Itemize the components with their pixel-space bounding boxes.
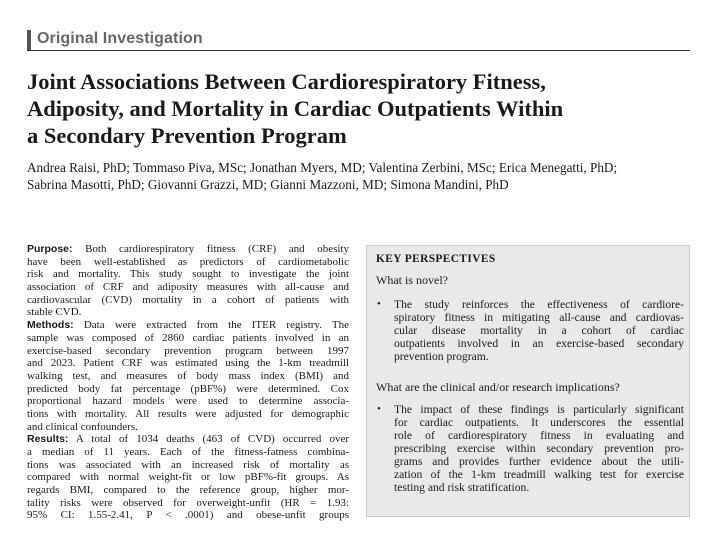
abstract-line: exercise-based secondary prevention program between 1997: [27, 344, 349, 357]
kp-bullet-line: grams and provides further evidence about the utili-: [394, 455, 684, 469]
article-title-line: a Secondary Prevention Program: [27, 123, 347, 148]
section-label-bar: [27, 30, 31, 50]
kp-bullet-line: zation of the 1-km treadmill walking test for exercise: [394, 468, 684, 482]
abstract-line: proportional hazard models were used to determine associa-: [27, 395, 349, 408]
kp-bullet-line: spiratory fitness in mitigating all-cause and cardiovas-: [394, 311, 684, 325]
abstract-line: stable CVD.: [27, 306, 82, 319]
abstract-text: Data were extracted from the ITER registry. The: [83, 319, 349, 332]
abstract-line: predicted body fat percentage (pBF%) were determined. Cox: [27, 382, 349, 395]
abstract-line: association of CRF and adiposity measures with all-cause and: [27, 281, 349, 294]
kp-question-novel: What is novel?: [376, 273, 448, 287]
article-title-line: Joint Associations Between Cardiorespiratory Fitness,: [27, 69, 546, 94]
kp-bullet-implications: [376, 403, 684, 495]
kp-bullet-novel: [376, 298, 684, 363]
bullet-icon: •: [377, 402, 381, 415]
article-title-line: Adiposity, and Mortality in Cardiac Outpatients Within: [27, 96, 564, 121]
kp-bullet-line: prescribing exercise within secondary prevention pro-: [394, 441, 684, 455]
kp-question-implications: What are the clinical and/or research implications?: [376, 379, 620, 394]
abstract: [27, 243, 349, 522]
abstract-line: tions was associated with an increased risk of mortality as: [27, 458, 349, 471]
key-perspectives-content: [376, 253, 684, 494]
abstract-line: [27, 319, 349, 332]
results-heading: Results:: [27, 433, 69, 446]
abstract-line: 95% CI: 1.55-2.41, P < .0001) and obese-unfit groups: [27, 509, 349, 522]
abstract-text: Both cardiorespiratory fitness (CRF) and obesity: [85, 243, 349, 255]
abstract-line: have been well-established as predictors of cardiometabolic: [27, 255, 349, 268]
kp-bullet-line: outpatients involved in an exercise-based secondary: [394, 337, 684, 351]
methods-heading: Methods:: [27, 319, 74, 332]
kp-bullet-line: The impact of these findings is particularly significant: [394, 402, 684, 416]
purpose-heading: Purpose:: [27, 243, 73, 255]
bullet-icon: •: [377, 298, 381, 311]
kp-bullet-line: for cardiac outpatients. It underscores the essential: [394, 415, 684, 429]
abstract-line: walking test, and measures of body mass index (BMI) and: [27, 369, 349, 382]
author-line: Andrea Raisi, PhD; Tommaso Piva, MSc; Jonathan Myers, MD; Valentina Zerbini, MSc; Erica Menegatti, PhD;: [27, 160, 618, 175]
abstract-text: A total of 1034 deaths (463 of CVD) occurred over: [75, 433, 349, 446]
article-title: [27, 68, 697, 149]
abstract-line: cardiovascular (CVD) mortality in a cohort of patients with: [27, 293, 349, 306]
abstract-line: and 2023. Patient CRF was estimated using the 1-km treadmill: [27, 357, 349, 370]
abstract-line: compared with normal weight-fit or low pBF%-fit groups. As: [27, 471, 349, 484]
abstract-line: risk and mortality. This study sought to investigate the joint: [27, 268, 349, 281]
kp-bullet-line: prevention program.: [394, 350, 489, 364]
abstract-line: [27, 433, 349, 446]
abstract-line: a median of 11 years. Each of the fitness-fatness combina-: [27, 446, 349, 458]
kp-bullet-line: cular disease mortality in a cohort of cardiac: [394, 324, 684, 338]
author-line: Sabrina Masotti, PhD; Giovanni Grazzi, MD; Gianni Mazzoni, MD; Simona Mandini, PhD: [27, 177, 509, 192]
abstract-line: tality risks were observed for overweight-unfit (HR = 1.93:: [27, 496, 349, 509]
kp-bullet-line: testing and risk stratification.: [394, 481, 530, 495]
key-perspectives-title: KEY PERSPECTIVES: [376, 253, 496, 265]
kp-bullet-line: role of cardiorespiratory fitness in evaluating and: [394, 428, 684, 442]
section-label-text: Original Investigation: [37, 30, 203, 47]
abstract-line: and clinical confounders.: [27, 420, 138, 433]
author-list: [27, 159, 707, 193]
kp-bullet-line: The study reinforces the effectiveness of cardiore-: [394, 298, 684, 312]
section-label: [27, 28, 690, 51]
abstract-line: regards BMI, compared to the reference group, higher mor-: [27, 484, 349, 497]
abstract-line: sample was composed of 2860 cardiac patients involved in an: [27, 331, 349, 344]
abstract-line: [27, 243, 349, 256]
abstract-line: tions with mortality. All results were adjusted for demographic: [27, 407, 349, 420]
